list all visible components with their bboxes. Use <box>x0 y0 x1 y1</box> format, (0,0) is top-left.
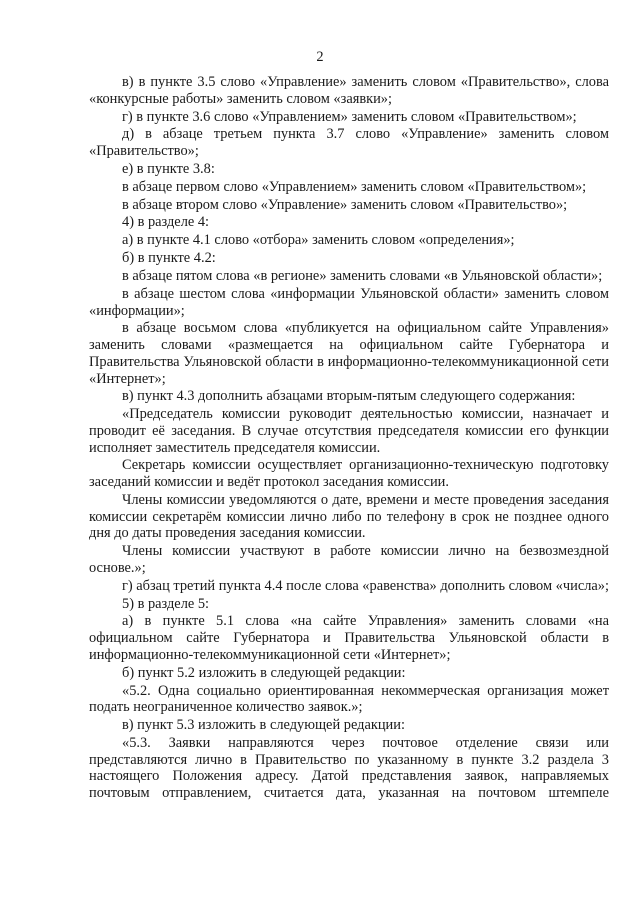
paragraph: «5.2. Одна социально ориентированная некоммерческая организация может подать неограниченное количество заявок.»; <box>89 682 609 716</box>
paragraph: 5) в разделе 5: <box>122 595 210 612</box>
paragraph: в) пункт 5.3 изложить в следующей редакции: <box>122 717 405 734</box>
paragraph: в абзаце втором слово «Управление» заменить словом «Правительство»; <box>122 196 568 213</box>
document-body <box>89 74 609 803</box>
paragraph: в абзаце пятом слова «в регионе» заменить словами «в Ульяновской области»; <box>122 268 603 284</box>
paragraph: б) в пункте 4.2: <box>122 250 216 267</box>
paragraph: а) в пункте 5.1 слова «на сайте Управления» заменить словами «на официальном сайте Губернатора и Правительства Ульяновской области в информационно-телекоммуникационной сети «Интернет»; <box>89 613 609 663</box>
paragraph: в абзаце шестом слова «информации Ульяновской области» заменить словом «информации»; <box>89 285 609 319</box>
paragraph: Члены комиссии участвуют в работе комиссии лично на безвозмездной основе.»; <box>89 543 609 576</box>
paragraph: г) абзац третий пункта 4.4 после слова «равенства» дополнить словом «числа»; <box>122 577 609 594</box>
paragraph: е) в пункте 3.8: <box>122 160 215 177</box>
paragraph: г) в пункте 3.6 слово «Управлением» заменить словом «Правительством»; <box>122 108 577 125</box>
paragraph: «5.3. Заявки направляются через почтовое отделение связи или представляются лично в Правительство по указанному в пункте 3.2 раздела 3 настоящего Положения адресу. Датой представления заявок, направляемых почтовым отправлением, считается дата, указанная на почтовом штемпеле <box>89 734 609 802</box>
paragraph: в) в пункте 3.5 слово «Управление» заменить словом «Правительство», слова «конкурсные работы» заменить словом «заявки»; <box>89 74 609 107</box>
paragraph: в абзаце первом слово «Управлением» заменить словом «Правительством»; <box>122 178 587 195</box>
paragraph: д) в абзаце третьем пункта 3.7 слово «Управление» заменить словом «Правительство»; <box>89 126 609 160</box>
paragraph: Секретарь комиссии осуществляет организационно-техническую подготовку заседаний комиссии и ведёт протокол заседания комиссии. <box>89 457 609 491</box>
paragraph: Члены комиссии уведомляются о дате, времени и месте проведения заседания комиссии секретарём комиссии лично либо по телефону в срок не позднее одного дня до даты проведения заседания комиссии. <box>89 491 609 542</box>
paragraph: 4) в разделе 4: <box>122 214 210 231</box>
page-number: 2 <box>316 49 324 65</box>
paragraph: б) пункт 5.2 изложить в следующей редакции: <box>122 664 406 681</box>
paragraph: «Председатель комиссии руководит деятельностью комиссии, назначает и проводит её заседания. В случае отсутствия председателя комиссии его функции исполняет заместитель председателя комиссии. <box>89 406 609 456</box>
paragraph: в абзаце восьмом слова «публикуется на официальном сайте Управления» заменить словами «размещается на официальном сайте Губернатора и Правительства Ульяновской области в информационно-телекоммуникационной сети «Интернет»; <box>89 320 609 387</box>
paragraph: а) в пункте 4.1 слово «отбора» заменить словом «определения»; <box>122 232 515 249</box>
paragraph: в) пункт 4.3 дополнить абзацами вторым-пятым следующего содержания: <box>122 388 576 405</box>
